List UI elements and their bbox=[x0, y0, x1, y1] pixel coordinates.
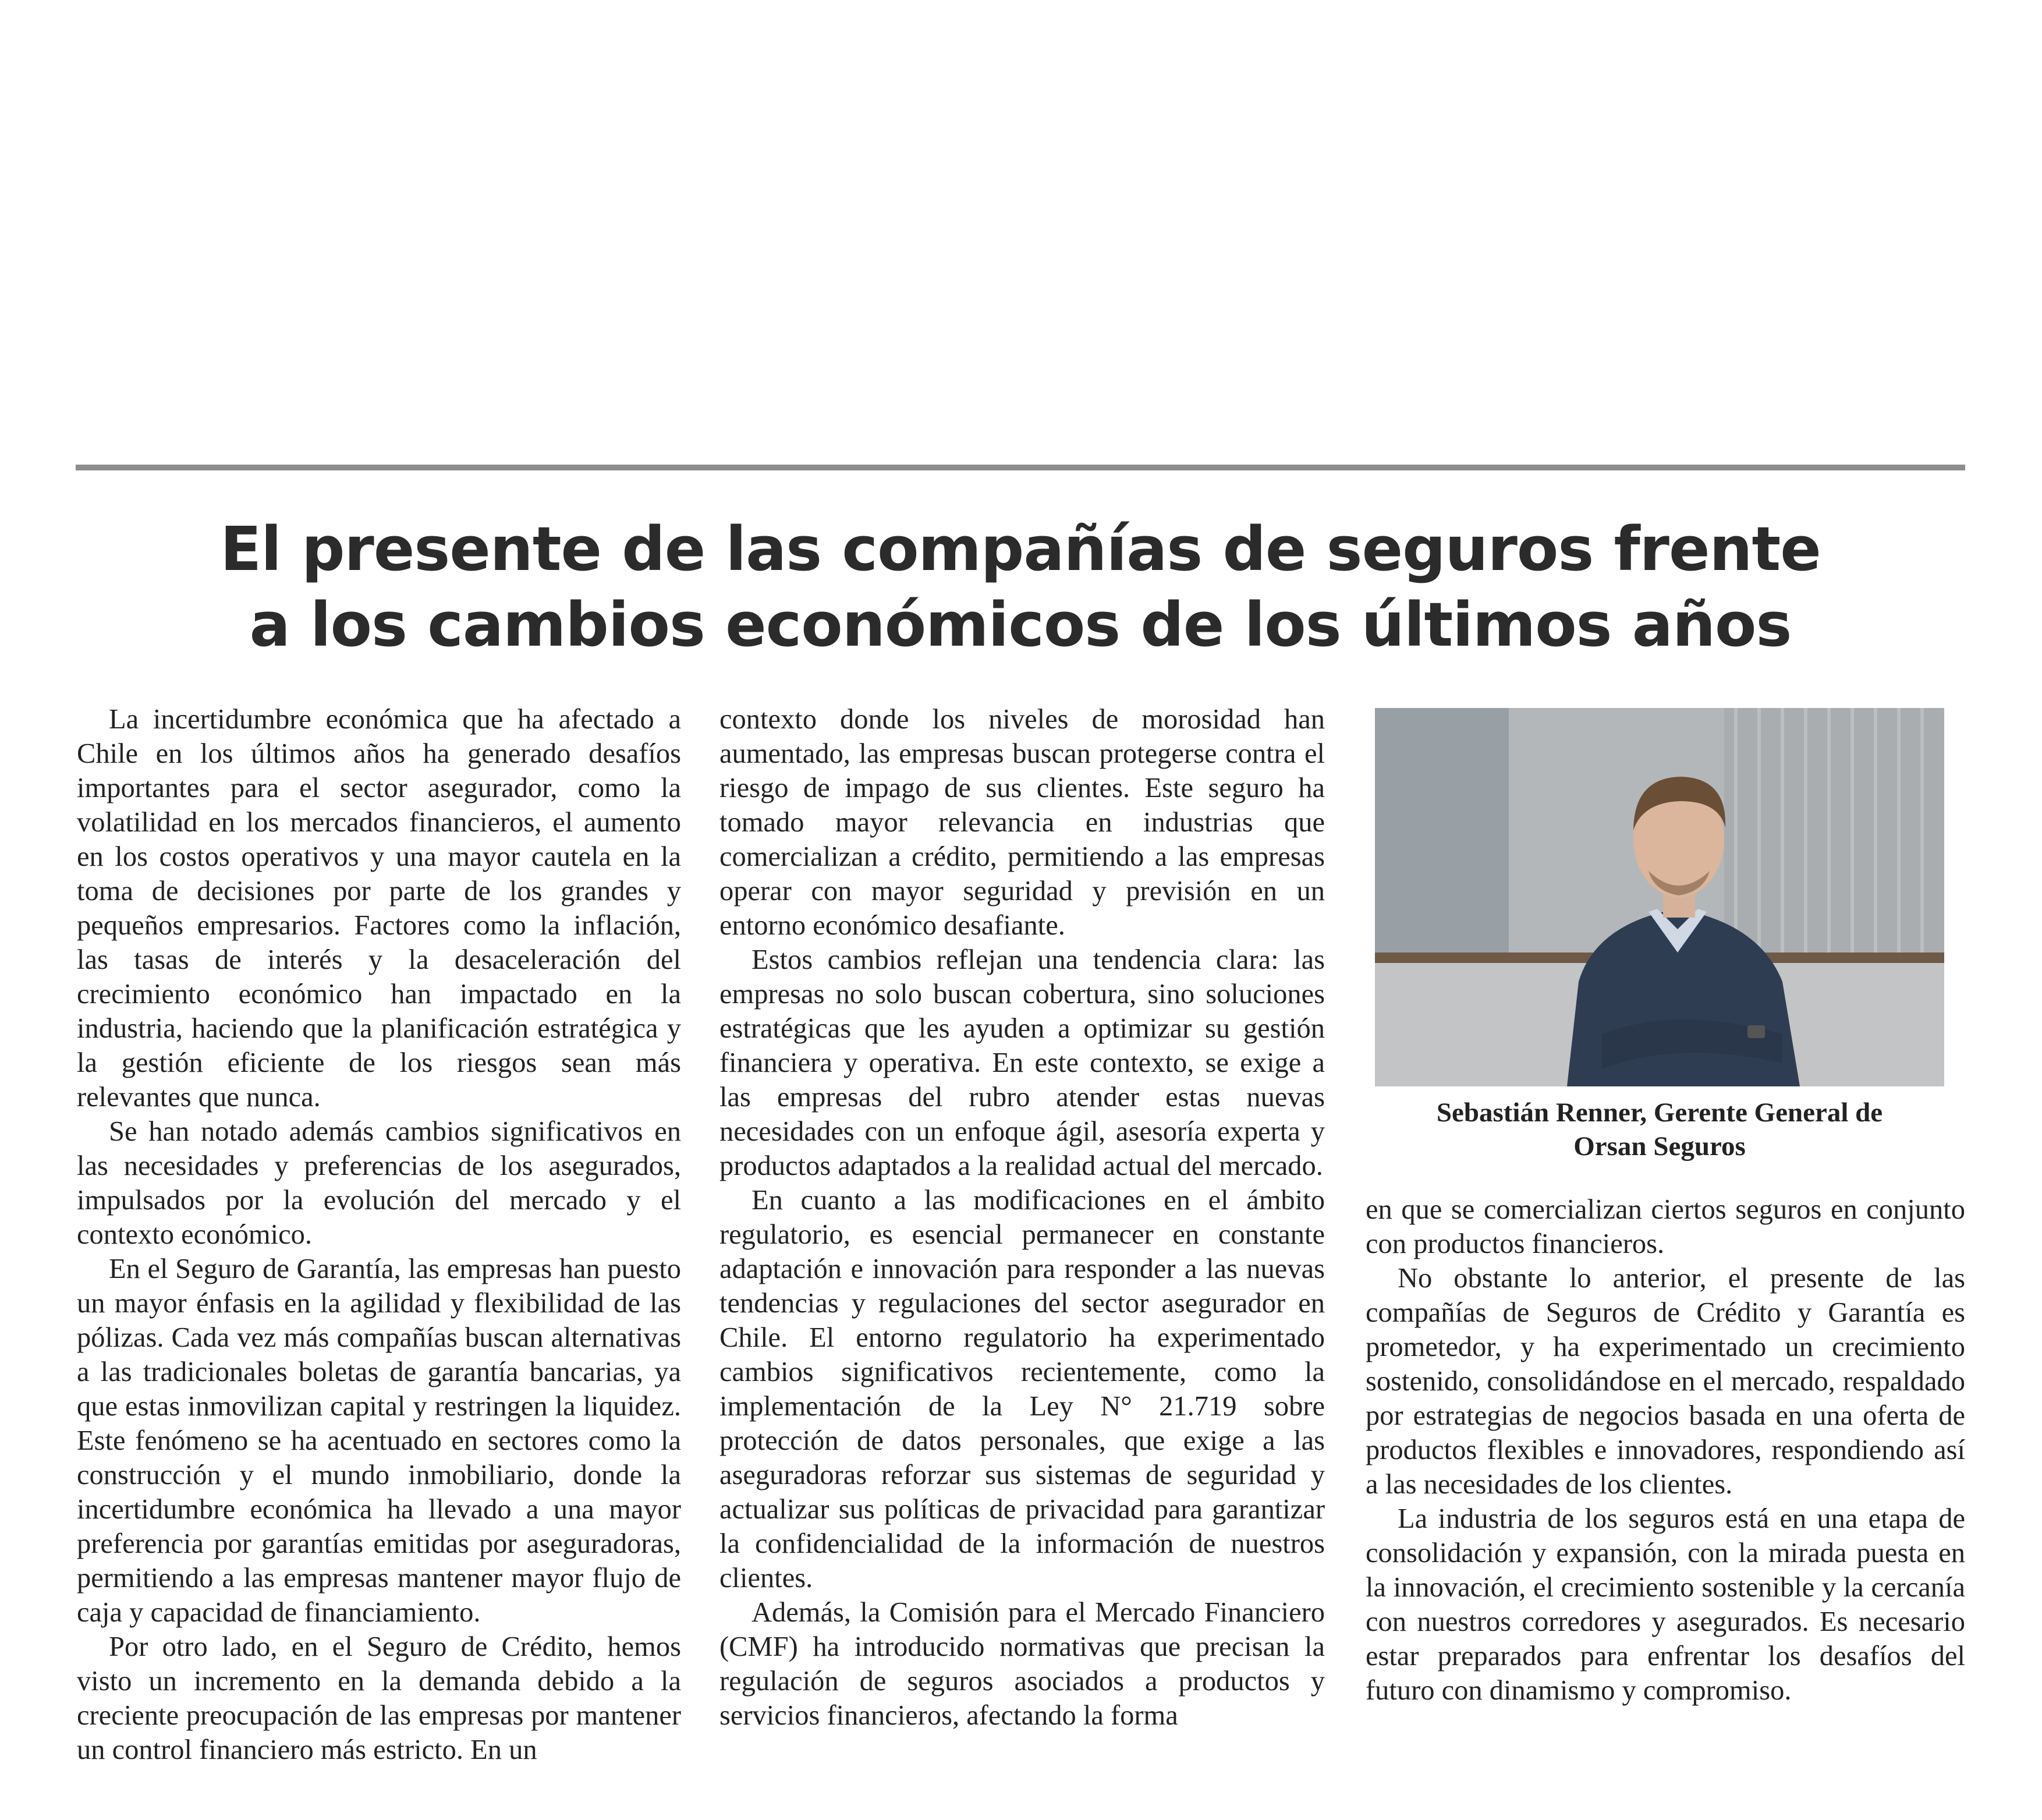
caption-line-2: Orsan Seguros bbox=[1573, 1131, 1746, 1162]
portrait-illustration bbox=[1375, 708, 1944, 1086]
paragraph: En cuanto a las modificaciones en el ámbito regulatorio, es esencial permanecer en constante adaptación e innovación para responder a las nuevas tendencias y regulaciones del sector asegurador en Chile. El entorno regulatorio ha experimentado cambios significativos recientemente, como la implementación de la Ley N° 21.719 sobre protección de datos personales, que exige a las aseguradoras reforzar sus sistemas de seguridad y actualizar sus políticas de privacidad para garantizar la confidencialidad de la información de nuestros clientes. bbox=[719, 1185, 1325, 1594]
paragraph: En el Seguro de Garantía, las empresas han puesto un mayor énfasis en la agilidad y flexibilidad de las pólizas. Cada vez más compañías buscan alternativas a las tradicionales boletas de garantía bancarias, ya que estas inmovilizan capital y restringen la liquidez. Este fenómeno se ha acentuado en sectores como la construcción y el mundo inmobiliario, donde la incertidumbre económica ha llevado a una mayor preferencia por garantías emitidas por aseguradoras, permitiendo a las empresas mantener mayor flujo de caja y capacidad de financiamiento. bbox=[77, 1254, 681, 1628]
header-rule bbox=[76, 465, 1965, 470]
paragraph: No obstante lo anterior, el presente de las compañías de Seguros de Crédito y Garantía es prometedor, y ha experimentado un crecimiento sostenido, consolidándose en el mercado, respaldado por estrategias de negocios basada en una oferta de productos flexibles e innovadores, respondiendo así a las necesidades de los clientes. bbox=[1366, 1263, 1965, 1500]
paragraph-continued: contexto donde los niveles de morosidad han aumentado, las empresas buscan protegerse contra el riesgo de impago de sus clientes. Este seguro ha tomado mayor relevancia en industrias que comercializan a crédito, permitiendo a las empresas operar con mayor seguridad y previsión en un entorno económico desafiante. bbox=[719, 704, 1325, 941]
article-column-2 bbox=[719, 702, 1325, 1733]
portrait-photo bbox=[1375, 708, 1944, 1086]
photo-caption bbox=[1375, 1096, 1944, 1163]
article-column-1 bbox=[77, 702, 681, 1767]
headline-line-1: El presente de las compañías de seguros frente bbox=[220, 514, 1821, 585]
paragraph: La industria de los seguros está en una etapa de consolidación y expansión, con la mirada puesta en la innovación, el crecimiento sostenible y la cercanía con nuestros corredores y asegurados. Es necesario estar preparados para enfrentar los desafíos del futuro con dinamismo y compromiso. bbox=[1366, 1503, 1965, 1706]
paragraph: La incertidumbre económica que ha afectado a Chile en los últimos años ha generado desafíos importantes para el sector asegurador, como la volatilidad en los mercados financieros, el aumento en los costos operativos y una mayor cautela en la toma de decisiones por parte de los grandes y pequeños empresarios. Factores como la inflación, las tasas de interés y la desaceleración del crecimiento económico han impactado en la industria, haciendo que la planificación estratégica y la gestión eficiente de los riesgos sean más relevantes que nunca. bbox=[77, 704, 681, 1113]
paragraph-continued: en que se comercializan ciertos seguros en conjunto con productos financieros. bbox=[1366, 1194, 1965, 1259]
paragraph: Por otro lado, en el Seguro de Crédito, hemos visto un incremento en la demanda debido a la creciente preocupación de las empresas por mantener un control financiero más estricto. En un bbox=[77, 1631, 681, 1765]
caption-line-1: Sebastián Renner, Gerente General de bbox=[1436, 1097, 1883, 1128]
paragraph: Se han notado además cambios significativos en las necesidades y preferencias de los asegurados, impulsados por la evolución del mercado y el contexto económico. bbox=[77, 1116, 681, 1250]
headline-line-2: a los cambios económicos de los últimos años bbox=[249, 589, 1792, 660]
article-column-3 bbox=[1366, 1192, 1965, 1708]
article-headline bbox=[76, 511, 1965, 663]
paragraph: Estos cambios reflejan una tendencia clara: las empresas no solo buscan cobertura, sino soluciones estratégicas que les ayuden a optimizar su gestión financiera y operativa. En este contexto, se exige a las empresas del rubro atender estas nuevas necesidades con un enfoque ágil, asesoría experta y productos adaptados a la realidad actual del mercado. bbox=[719, 944, 1325, 1181]
paragraph: Además, la Comisión para el Mercado Financiero (CMF) ha introducido normativas que precisan la regulación de seguros asociados a productos y servicios financieros, afectando la forma bbox=[719, 1597, 1325, 1731]
